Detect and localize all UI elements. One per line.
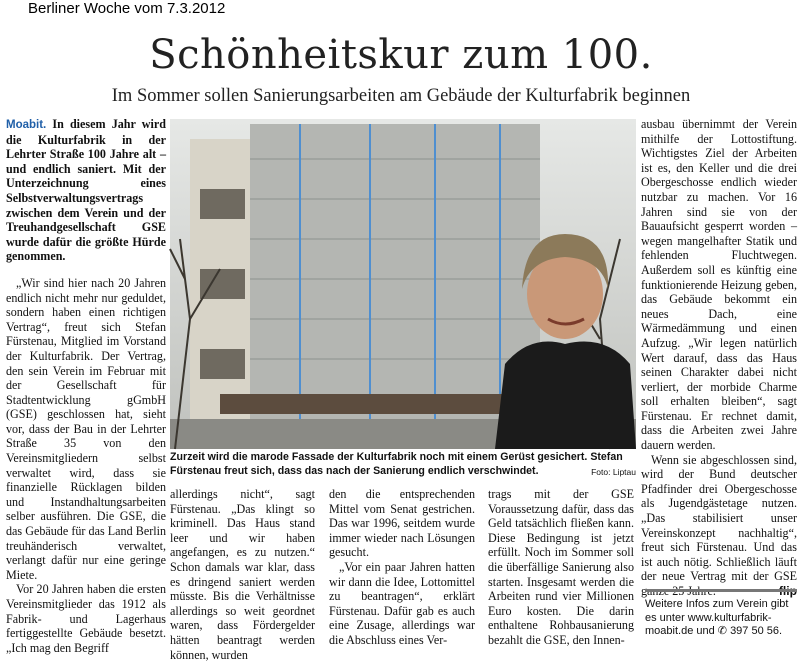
paragraph <box>641 453 797 599</box>
paragraph: „Wir sind hier nach 20 Jahren endlich nicht mehr nur geduldet, sondern haben einen richtigen Vertrag“, freut sich Stefan Fürstenau, Mitglied im Vorstand der Kulturfabrik. Der Vertrag, den sein Verein im Februar mit der Gesellschaft für Stadtentwicklung gGmbH (GSE) geschlossen hat, sieht vor, dass der Bau in der Lehrter Straße 35 von den Vereinsmitgliedern selbst verwaltet wird, dass sie finanzielle Rücklagen bilden und Instandhaltungsarbeiten selber ausführen. Die GSE, die das Gebäude für das Land Berlin treuhänderisch verwaltet, verlangt dafür nur eine geringe Miete. <box>6 275 166 582</box>
article-column-2 <box>170 487 315 662</box>
scaffold-building-illustration <box>170 119 636 449</box>
article-column-3 <box>329 487 475 647</box>
paragraph: ausbau übernimmt der Verein mithilfe der Lottostiftung. Wichtigstes Ziel der Arbeiten ist es, den Keller und die drei Obergeschosse endlich wieder nutzbar zu machen. Vor 16 Jahren sind sie von der Bauaufsicht gesperrt worden – wegen mangelhafter Statik und fehlenden Fluchtwegen. Außerdem soll es künftig eine funktionierende Heizung geben, das Gebäude bekommt ein neues Dach, eine Wärmedämmung und einen Aufzug. „Wir legen natürlich Wert darauf, dass das Haus seinen Charakter dabei nicht verliert, der morbide Charme soll erhalten bleiben“, sagt Fürstenau. Er rechnet damit, dass die Arbeiten zwei Jahre dauern werden. <box>641 117 797 453</box>
article-column-5 <box>641 117 797 599</box>
paragraph-text: Wenn sie abgeschlossen sind, wird der Bund deutscher Pfadfinder drei Obergeschosse als Jugendgästetage nutzen. „Das stabilisiert unser Vereinskonzept nachhaltig“, freut sich Fürstenau. Und das ist auch nötig. Schließlich läuft der neue Vertrag mit der GSE ganze 25 Jahre. <box>641 452 797 598</box>
source-line: Berliner Woche vom 7.3.2012 <box>28 0 226 17</box>
paragraph: allerdings nicht“, sagt Fürstenau. „Das klingt so kriminell. Das Haus stand leer und wir haben angefangen, es zu nutzen.“ Schon damals war klar, dass es dringend saniert werden müsste. Bis die Verhältnisse allerdings so weit geordnet waren, dass Fördergelder hätten beantragt werden können, wurden <box>170 487 315 662</box>
lead-paragraph <box>6 117 166 264</box>
photo-credit: Foto: Liptau <box>591 466 636 477</box>
paragraph: trags mit der GSE Voraussetzung dafür, dass das Geld tatsächlich fließen kann. Diese Bedingung ist jetzt erfüllt. Noch im Sommer soll die überfällige Sanierung also starten. Insgesamt werden die Arbeiten rund vier Millionen Euro kosten. Die darin enthaltene Rohbausanierung bezahlt die GSE, den Innen- <box>488 487 634 647</box>
paragraph: „Vor ein paar Jahren hatten wir dann die Idee, Lottomittel zu beantragen“, erklärt Fürstenau. Dafür gab es auch eine Zusage, allerdings war die Abschluss eines Ver- <box>329 559 475 647</box>
info-phone: 397 50 56. <box>730 625 783 637</box>
info-box <box>645 589 797 639</box>
caption-text: Zurzeit wird die marode Fassade der Kulturfabrik noch mit einem Gerüst gesichert. Stefan Fürstenau freut sich, dass das nach der Sanierung endlich verschwindet. <box>170 451 623 477</box>
photo-caption <box>170 451 636 478</box>
building-photo <box>170 119 636 449</box>
headline: Schönheitskur zum 100. <box>149 32 653 78</box>
phone-icon: ✆ <box>717 625 727 637</box>
kicker: Moabit. <box>6 119 47 131</box>
article-column-1 <box>6 117 166 655</box>
info-text: Weitere Infos zum Verein gibt es unter www.kulturfabrik-moabit.de und <box>645 598 789 637</box>
article-column-4 <box>488 487 634 647</box>
author-signoff: flip <box>778 584 797 598</box>
subheadline: Im Sommer sollen Sanierungsarbeiten am Gebäude der Kulturfabrik beginnen <box>111 86 691 106</box>
paragraph: Vor 20 Jahren haben die ersten Vereinsmitglieder das 1912 als Fabrik- und Lagerhaus fertiggestellte Gebäude besetzt. „Ich mag den Begriff <box>6 582 166 655</box>
lead-text: In diesem Jahr wird die Kulturfabrik in der Lehrter Straße 100 Jahre alt – und endlich saniert. Mit der Unterzeichnung eines Selbstverwaltungsvertrags zwischen dem Verein und der Treuhandgesellschaft GSE wurde dafür die größte Hürde genommen. <box>6 117 166 264</box>
paragraph: den die entsprechenden Mittel vom Senat gestrichen. Das war 1996, seitdem wurde immer wieder nach Lösungen gesucht. <box>329 487 475 560</box>
